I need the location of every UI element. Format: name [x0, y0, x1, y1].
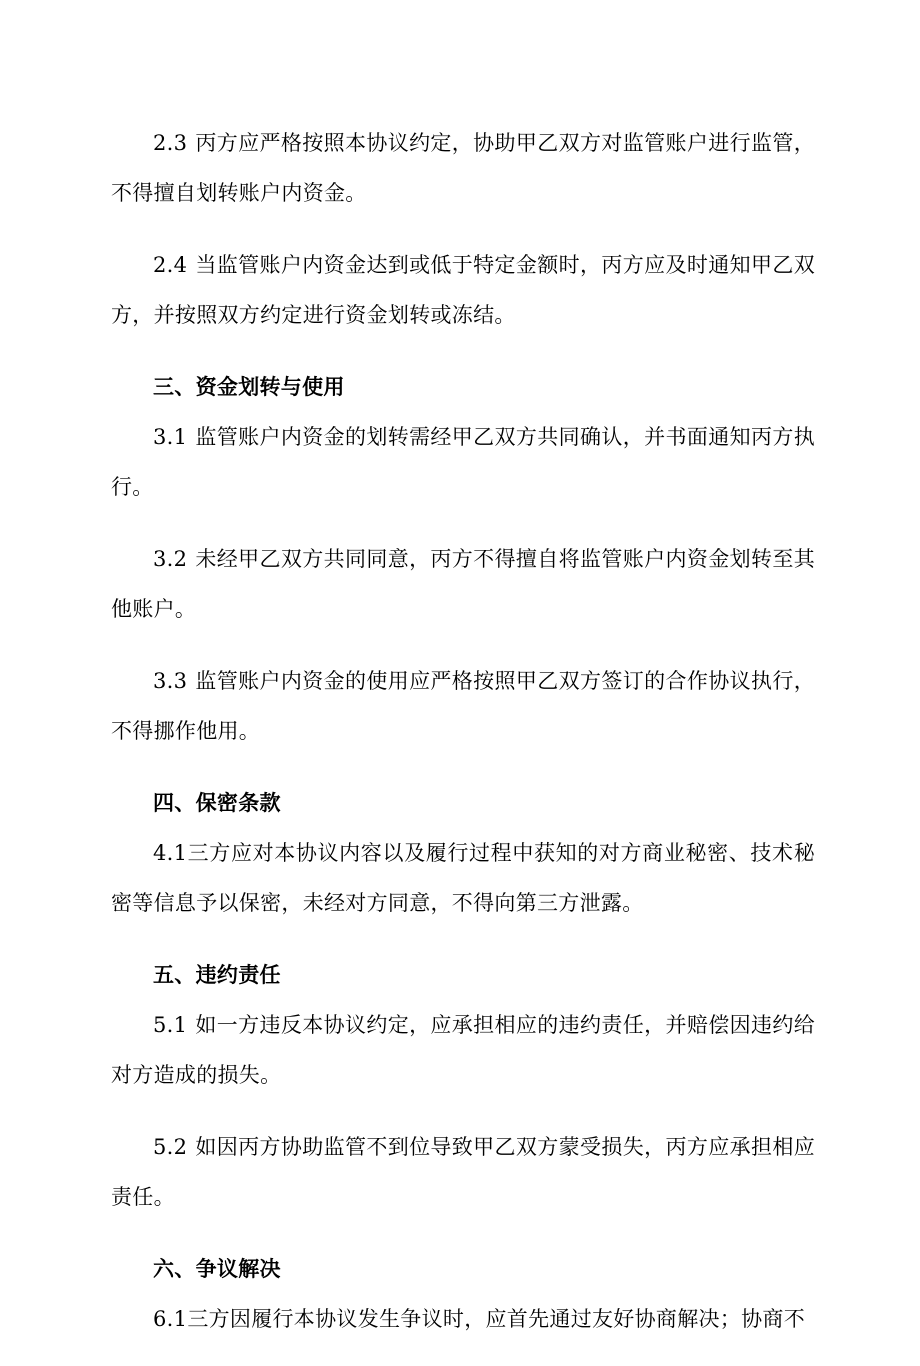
- clause-5-1: [111, 1000, 815, 1100]
- clause-text: 当监管账户内资金达到或低于特定金额时，丙方应及时通知甲乙双方，并按照双方约定进行资金划转或冻结。: [111, 253, 815, 327]
- clause-number: 4.1: [153, 841, 188, 865]
- clause-number: 3.2: [153, 547, 188, 571]
- clause-number: 5.2: [153, 1135, 188, 1159]
- clause-5-2: [111, 1122, 815, 1222]
- clause-number: 3.1: [153, 425, 188, 449]
- clause-number: 5.1: [153, 1013, 188, 1037]
- clause-3-3: [111, 656, 815, 756]
- document-body: [111, 118, 815, 1366]
- clause-2-4: [111, 240, 815, 340]
- section-heading-3: 三、资金划转与使用: [153, 374, 345, 399]
- clause-number: 3.3: [153, 669, 188, 693]
- clause-number: 2.3: [153, 131, 188, 155]
- section-heading-5: 五、违约责任: [153, 962, 281, 987]
- clause-4-1: [111, 828, 815, 928]
- clause-text: 未经甲乙双方共同同意，丙方不得擅自将监管账户内资金划转至其他账户。: [111, 547, 815, 621]
- clause-text: 如因丙方协助监管不到位导致甲乙双方蒙受损失，丙方应承担相应责任。: [111, 1135, 815, 1209]
- clause-text: 如一方违反本协议约定，应承担相应的违约责任，并赔偿因违约给对方造成的损失。: [111, 1013, 815, 1087]
- clause-text: 三方应对本协议内容以及履行过程中获知的对方商业秘密、技术秘密等信息予以保密，未经对方同意，不得向第三方泄露。: [111, 841, 815, 915]
- clause-text: 丙方应严格按照本协议约定，协助甲乙双方对监管账户进行监管，不得擅自划转账户内资金。: [111, 131, 815, 205]
- clause-number: 6.1: [153, 1307, 188, 1331]
- section-heading-4: 四、保密条款: [153, 790, 281, 815]
- clause-text: 监管账户内资金的使用应严格按照甲乙双方签订的合作协议执行，不得挪作他用。: [111, 669, 815, 743]
- clause-text: 监管账户内资金的划转需经甲乙双方共同确认，并书面通知丙方执行。: [111, 425, 815, 499]
- clause-3-1: [111, 412, 815, 512]
- clause-2-3: [111, 118, 815, 218]
- section-heading-6: 六、争议解决: [153, 1256, 281, 1281]
- clause-6-1: [111, 1294, 815, 1344]
- clause-text: 三方因履行本协议发生争议时，应首先通过友好协商解决；协商不: [187, 1307, 806, 1331]
- clause-number: 2.4: [153, 253, 188, 277]
- clause-3-2: [111, 534, 815, 634]
